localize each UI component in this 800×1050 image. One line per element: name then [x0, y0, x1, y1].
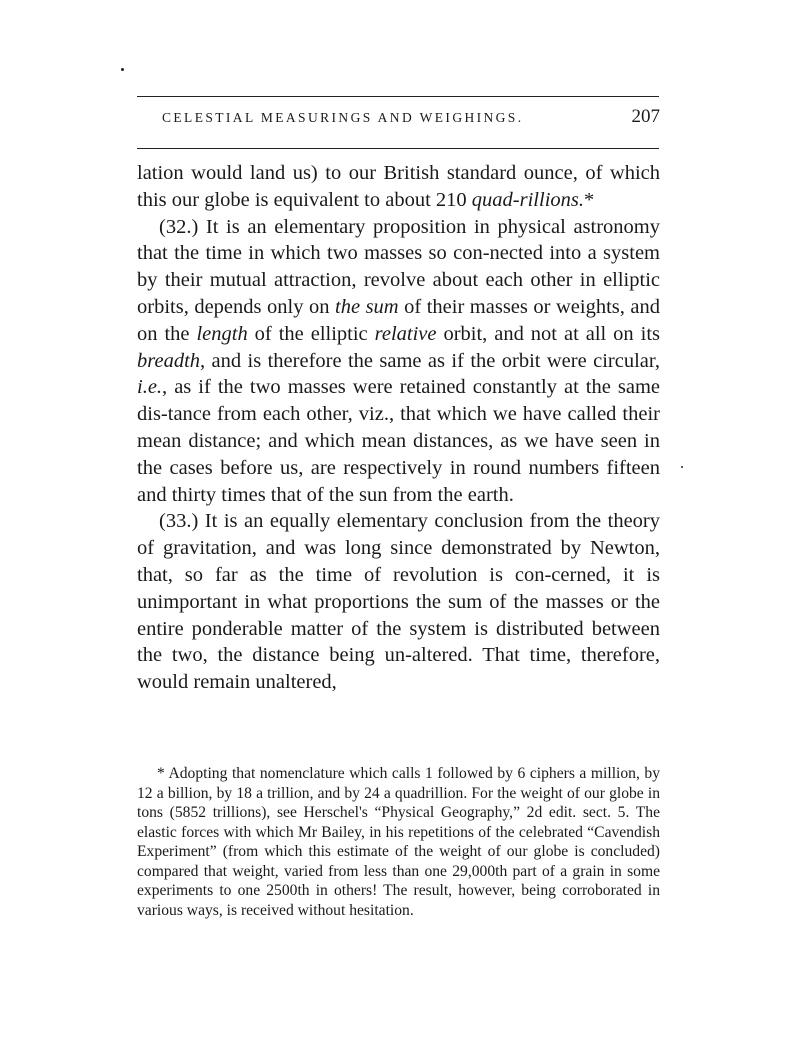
paragraph-33: (33.) It is an equally elementary conclusion from the theory of gravitation, and was long since demonstrated by Newton, that, so far as the time of revolution is con-cerned, it is unimportant in what proportions the sum of the masses or the entire ponderable matter of the system is distributed between the two, the distance being un-altered. That time, therefore, would remain unaltered, — [137, 510, 660, 694]
text-run: of the elliptic — [247, 322, 375, 345]
main-text — [137, 160, 660, 696]
header-top-rule — [137, 96, 659, 97]
emphasis: quad-rillions. — [471, 188, 584, 211]
text-run: (32.) It is an elementary proposition in physical astronomy that the time in which two masses so con-nected into a system by their mutual attraction, revolve about each other in elliptic orbits, depends only on — [137, 215, 660, 318]
text-run: lation would land us) to our British standard ounce, of which this our globe is equivalent to about 210 — [137, 162, 660, 211]
emphasis: relative — [374, 322, 437, 345]
text-run: , and is therefore the same as if the orbit were circular, — [200, 349, 660, 372]
header-bottom-rule — [137, 148, 659, 149]
emphasis: breadth — [137, 349, 201, 372]
footnote-text: * Adopting that nomenclature which calls 1 followed by 6 ciphers a million, by 12 a billion, by 18 a trillion, and by 24 a quadrillion. For the weight of our globe in tons (5852 trillions), see Herschel's “Physical Geography,” 2d edit. sect. 5. The elastic forces with which Mr Bailey, in his repetitions of the celebrated “Cavendish Experiment” (from which this estimate of the weight of our globe is concluded) compared that weight, varied from less than one 29,000th part of a grain in some experiments to one 2500th in others! The result, however, being corroborated in various ways, is received without hesitation. — [137, 765, 660, 919]
emphasis: length — [196, 322, 248, 345]
page-number: 207 — [631, 106, 660, 127]
stray-mark — [681, 466, 683, 468]
text-run: , as if the two masses were retained constantly at the same dis-tance from each other, viz., that which we have called their mean distance; and which mean distances, as we have seen in the cases before us, are respectively in round numbers fifteen and thirty times that of the sun from the earth. — [137, 376, 660, 506]
footnote — [137, 764, 660, 920]
stray-mark — [121, 68, 124, 71]
paragraph-continuation — [137, 160, 660, 214]
running-head — [162, 106, 660, 128]
text-run: of their masses or weights, and on the — [137, 295, 660, 345]
footnote-marker: * — [584, 188, 595, 211]
emphasis: i.e. — [137, 376, 163, 399]
paragraph-32 — [137, 214, 660, 509]
running-title: CELESTIAL MEASURINGS AND WEIGHINGS. — [162, 110, 524, 125]
emphasis: the sum — [335, 295, 399, 318]
text-run: orbit, and not at all on its — [436, 322, 661, 345]
